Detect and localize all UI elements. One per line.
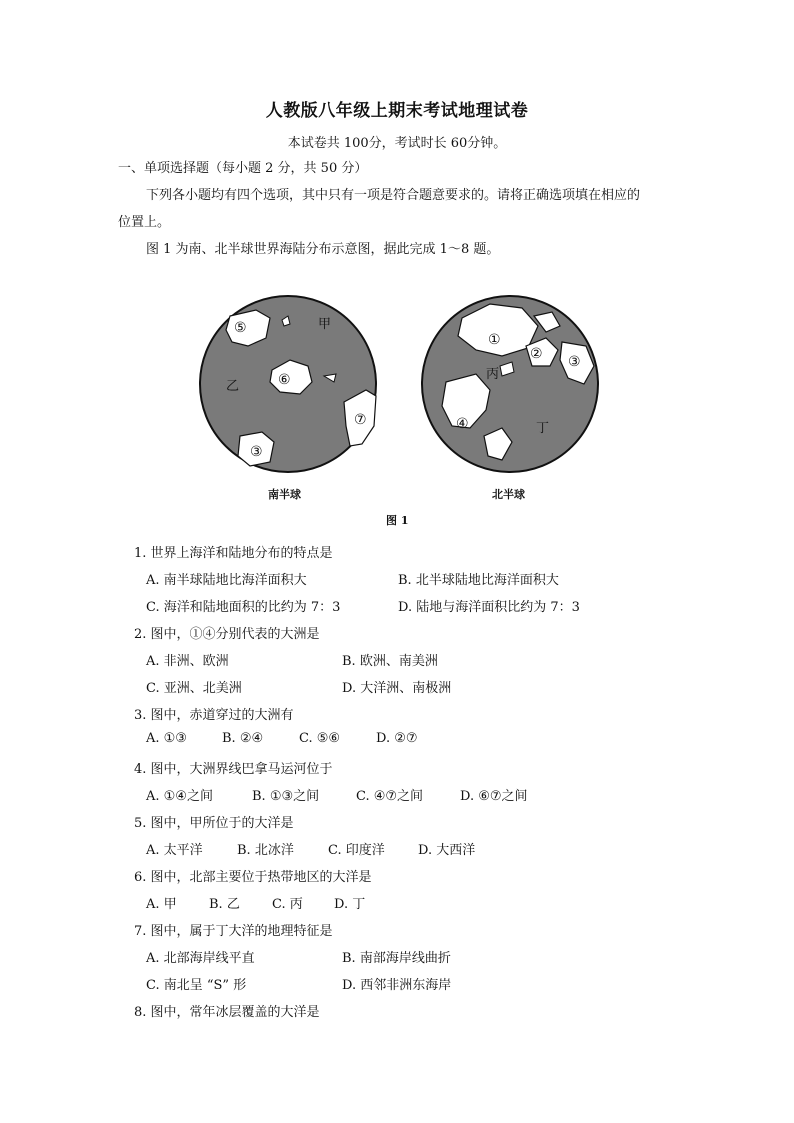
q3-option-a: A. ①③ <box>146 731 187 746</box>
question-2-stem: 2. 图中，①④分别代表的大洲是 <box>134 627 320 642</box>
q6-option-d: D. 丁 <box>334 897 366 912</box>
q2-option-d: D. 大洋洲、南极洲 <box>342 681 452 696</box>
north-caption: 北半球 <box>492 488 525 501</box>
north-hemisphere-map <box>422 296 598 472</box>
q1-option-a: A. 南半球陆地比海洋面积大 <box>146 573 307 588</box>
instruction-line-2: 位置上。 <box>118 215 171 230</box>
q5-option-d: D. 大西洋 <box>418 843 476 858</box>
south-label-7: ⑦ <box>354 412 367 428</box>
q1-option-c: C. 海洋和陆地面积的比约为 7：3 <box>146 600 341 615</box>
q7-option-d: D. 西邻非洲东海岸 <box>342 978 452 993</box>
q3-option-d: D. ②⑦ <box>376 731 418 746</box>
north-label-2: ② <box>530 346 543 362</box>
north-label-bing: 丙 <box>486 367 500 382</box>
q4-option-d: D. ⑥⑦之间 <box>460 789 528 804</box>
q2-option-c: C. 亚洲、北美洲 <box>146 681 242 696</box>
q4-option-b: B. ①③之间 <box>252 789 320 804</box>
q2-option-b: B. 欧洲、南美洲 <box>342 654 438 669</box>
q3-option-c: C. ⑤⑥ <box>299 731 341 746</box>
question-8-stem: 8. 图中，常年冰层覆盖的大洋是 <box>134 1005 320 1020</box>
question-1-stem: 1. 世界上海洋和陆地分布的特点是 <box>134 546 333 561</box>
hemisphere-figure <box>190 286 610 486</box>
question-6-stem: 6. 图中，北部主要位于热带地区的大洋是 <box>134 870 372 885</box>
figure-intro: 图 1 为南、北半球世界海陆分布示意图，据此完成 1～8 题。 <box>146 242 500 257</box>
instruction-line-1: 下列各小题均有四个选项，其中只有一项是符合题意要求的。请将正确选项填在相应的 <box>146 188 641 203</box>
north-label-3: ③ <box>568 354 581 370</box>
south-label-6: ⑥ <box>278 372 291 388</box>
exam-subtitle: 本试卷共 100分，考试时长 60分钟。 <box>287 136 507 151</box>
north-label-ding: 丁 <box>536 421 550 436</box>
q7-option-b: B. 南部海岸线曲折 <box>342 951 451 966</box>
south-caption: 南半球 <box>268 488 301 501</box>
section-heading: 一、单项选择题（每小题 2 分，共 50 分） <box>118 161 368 176</box>
q6-option-a: A. 甲 <box>146 897 177 912</box>
figure-label: 图 1 <box>386 514 409 527</box>
north-label-1: ① <box>488 332 501 348</box>
q5-option-b: B. 北冰洋 <box>237 843 294 858</box>
question-4-stem: 4. 图中，大洲界线巴拿马运河位于 <box>134 762 333 777</box>
south-label-3: ③ <box>250 444 263 460</box>
q2-option-a: A. 非洲、欧洲 <box>146 654 229 669</box>
q3-option-b: B. ②④ <box>222 731 264 746</box>
q7-option-c: C. 南北呈 “S” 形 <box>146 978 247 993</box>
q6-option-b: B. 乙 <box>209 897 240 912</box>
q5-option-a: A. 太平洋 <box>146 843 203 858</box>
north-label-4: ④ <box>456 416 469 432</box>
south-label-yi: 乙 <box>226 379 240 394</box>
question-5-stem: 5. 图中，甲所位于的大洋是 <box>134 816 294 831</box>
q1-option-d: D. 陆地与海洋面积比约为 7：3 <box>398 600 580 615</box>
q4-option-c: C. ④⑦之间 <box>356 789 424 804</box>
q6-option-c: C. 丙 <box>272 897 303 912</box>
q7-option-a: A. 北部海岸线平直 <box>146 951 255 966</box>
hemisphere-maps <box>190 286 610 486</box>
exam-title: 人教版八年级上期末考试地理试卷 <box>265 101 529 121</box>
south-label-5: ⑤ <box>234 320 247 336</box>
question-3-stem: 3. 图中，赤道穿过的大洲有 <box>134 708 294 723</box>
q1-option-b: B. 北半球陆地比海洋面积大 <box>398 573 559 588</box>
q4-option-a: A. ①④之间 <box>146 789 213 804</box>
question-7-stem: 7. 图中，属于丁大洋的地理特征是 <box>134 924 333 939</box>
south-label-jia: 甲 <box>318 317 332 332</box>
q5-option-c: C. 印度洋 <box>328 843 385 858</box>
